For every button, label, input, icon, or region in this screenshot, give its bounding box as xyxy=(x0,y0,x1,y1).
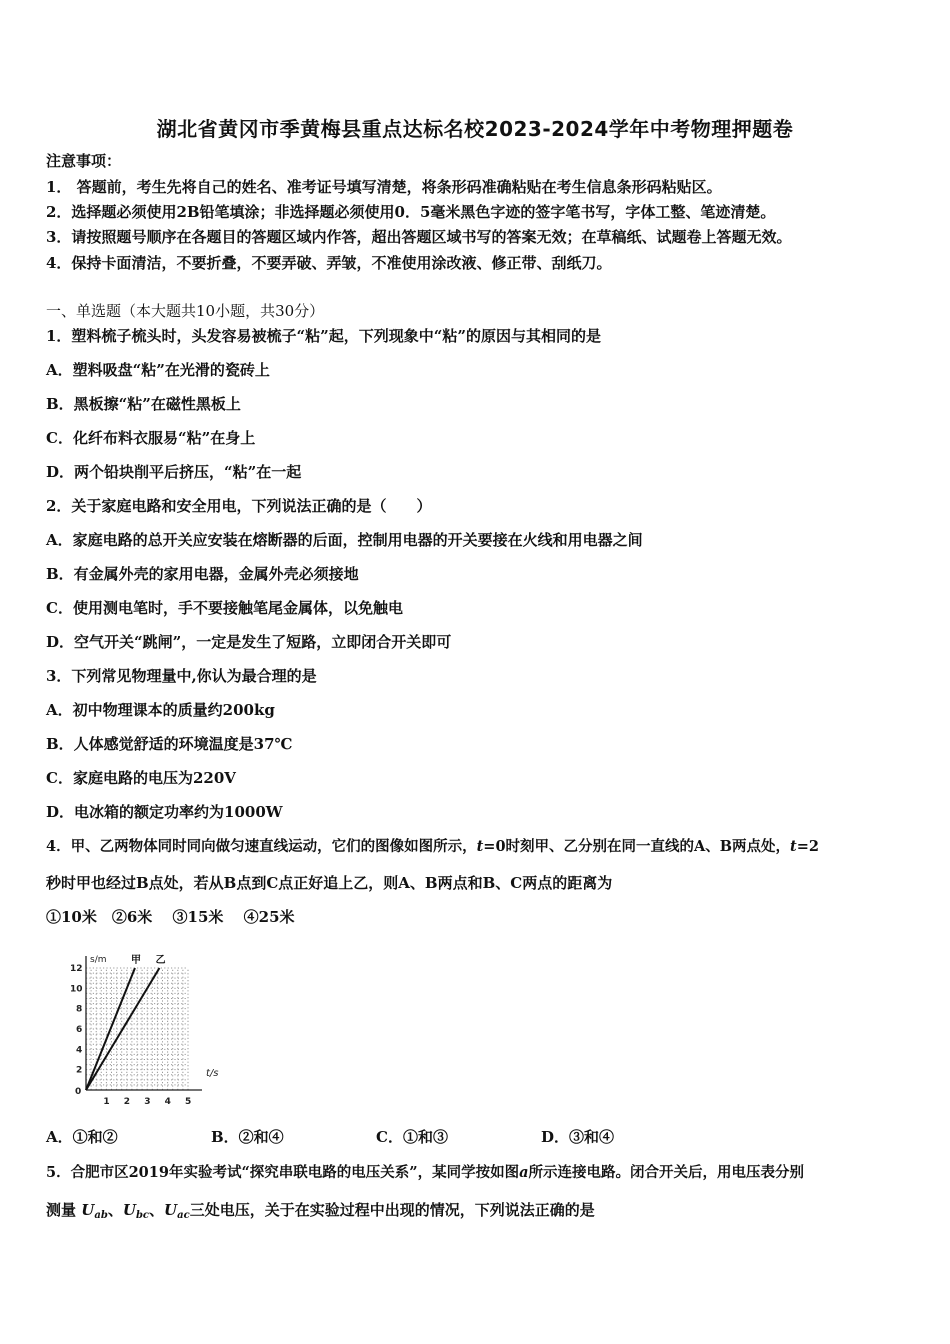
notice-item-4: 4．保持卡面清洁，不要折叠，不要弄破、弄皱，不准使用涂改液、修正带、刮纸刀。 xyxy=(46,254,612,272)
x-tick-label: 3 xyxy=(144,1097,151,1105)
x-tick-label: 2 xyxy=(123,1097,131,1105)
notice-item-3: 3．请按照题号顺序在各题目的答题区域内作答，超出答题区域书写的答案无效；在草稿纸、试题卷上答题无效。 xyxy=(46,228,792,246)
series-label-1: 甲 xyxy=(130,955,141,966)
y-tick-label: 8 xyxy=(76,1004,83,1015)
q3-option-c: C．家庭电路的电压为220V xyxy=(46,769,236,787)
q1-option-a: A．塑料吸盘“粘”在光滑的瓷砖上 xyxy=(46,361,270,379)
q4-stem-t2: t xyxy=(790,838,797,855)
q3-stem: 3．下列常见物理量中,你认为最合理的是 xyxy=(46,667,317,685)
q5-u-bc: U xyxy=(122,1201,136,1219)
q5-sep-2: 、 xyxy=(149,1201,165,1219)
q4-stem-part-b: =0时刻甲、乙分别在同一直线的A、B两点处， xyxy=(483,838,791,855)
q5-sep-1: 、 xyxy=(107,1201,123,1219)
y-tick-label: 4 xyxy=(76,1045,83,1056)
q2-stem: 2．关于家庭电路和安全用电，下列说法正确的是（ ） xyxy=(46,497,432,515)
q2-option-a: A．家庭电路的总开关应安装在熔断器的后面，控制用电器的开关要接在火线和用电器之间 xyxy=(46,531,643,549)
q4-option-a: A．①和② xyxy=(46,1128,118,1146)
q4-option-b: B．②和④ xyxy=(211,1128,284,1146)
x-tick-label: 4 xyxy=(164,1097,171,1105)
q4-option-d: D．③和④ xyxy=(541,1128,615,1146)
q1-stem: 1．塑料梳子梳头时，头发容易被梳子“粘”起，下列现象中“粘”的原因与其相同的是 xyxy=(46,327,601,345)
x-tick-label: 5 xyxy=(185,1097,192,1105)
q1-option-d: D．两个铅块削平后挤压，“粘”在一起 xyxy=(46,463,302,481)
q5-stem-part-b: 所示连接电路。闭合开关后，用电压表分别 xyxy=(528,1164,805,1181)
y-tick-label: 10 xyxy=(70,984,83,995)
q5-u-ab: U xyxy=(81,1201,95,1219)
q3-option-a: A．初中物理课本的质量约200kg xyxy=(46,701,275,719)
y-tick-label: 2 xyxy=(76,1065,83,1076)
q5-stem-part-d: 三处电压，关于在实验过程中出现的情况，下列说法正确的是 xyxy=(189,1201,595,1219)
q5-stem-line2 xyxy=(46,1200,910,1226)
q5-sub-ac: ac xyxy=(177,1210,190,1221)
q1-option-b: B．黑板擦“粘”在磁性黑板上 xyxy=(46,395,241,413)
q4-option-c: C．①和③ xyxy=(376,1128,448,1146)
origin-label: 0 xyxy=(75,1087,82,1097)
q2-option-b: B．有金属外壳的家用电器，金属外壳必须接地 xyxy=(46,565,359,583)
q4-stem-line1 xyxy=(46,837,910,857)
q4-stem-t0: t xyxy=(476,838,484,855)
q5-figure-label: a xyxy=(519,1164,529,1181)
q2-option-d: D．空气开关“跳闸”，一定是发生了短路，立即闭合开关即可 xyxy=(46,633,452,651)
q4-options xyxy=(46,1127,910,1147)
q3-option-d: D．电冰箱的额定功率约为1000W xyxy=(46,803,283,821)
q5-sub-bc: bc xyxy=(135,1210,150,1221)
y-tick-label: 12 xyxy=(70,964,83,974)
q5-stem-line1 xyxy=(46,1163,910,1183)
st-graph xyxy=(60,945,230,1105)
series-label-2: 乙 xyxy=(155,955,166,966)
q5-stem-part-a: 5．合肥市区2019年实验考试“探究串联电路的电压关系”，某同学按如图 xyxy=(46,1164,520,1181)
page-title: 湖北省黄冈市季黄梅县重点达标名校2023-2024学年中考物理押题卷 xyxy=(156,117,794,141)
q5-stem-part-c: 测量 xyxy=(46,1201,77,1219)
notice-heading: 注意事项： xyxy=(46,152,122,170)
q2-option-c: C．使用测电笔时，手不要接触笔尾金属体，以免触电 xyxy=(46,599,403,617)
q5-sub-ab: ab xyxy=(94,1210,108,1221)
q4-stem-part-c: =2 xyxy=(796,838,819,855)
q4-stem-line2: 秒时甲也经过B点处，若从B点到C点正好追上乙，则A、B两点和B、C两点的距离为 xyxy=(46,874,613,892)
notice-item-2: 2．选择题必须使用2B铅笔填涂；非选择题必须使用0．5毫米黑色字迹的签字笔书写，字体工整、笔迹清楚。 xyxy=(46,203,776,221)
q3-option-b: B．人体感觉舒适的环境温度是37℃ xyxy=(46,735,293,753)
section-heading: 一、单选题（本大题共10小题，共30分） xyxy=(46,302,325,320)
notice-item-1: 1． 答题前，考生先将自己的姓名、准考证号填写清楚，将条形码准确粘贴在考生信息条形码粘贴区。 xyxy=(46,178,722,196)
y-axis-label: s/m xyxy=(90,955,107,965)
y-tick-label: 6 xyxy=(76,1025,83,1035)
q1-option-c: C．化纤布料衣服易“粘”在身上 xyxy=(46,429,256,447)
q5-u-ac: U xyxy=(164,1201,178,1219)
x-tick-label: 1 xyxy=(103,1097,110,1105)
q4-stem-part-a: 4．甲、乙两物体同时同向做匀速直线运动，它们的图像如图所示， xyxy=(46,838,477,855)
x-axis-label: t/s xyxy=(206,1068,219,1079)
st-graph-svg xyxy=(60,945,230,1105)
q4-choices: ①10米 ②6米 ③15米 ④25米 xyxy=(46,908,295,926)
